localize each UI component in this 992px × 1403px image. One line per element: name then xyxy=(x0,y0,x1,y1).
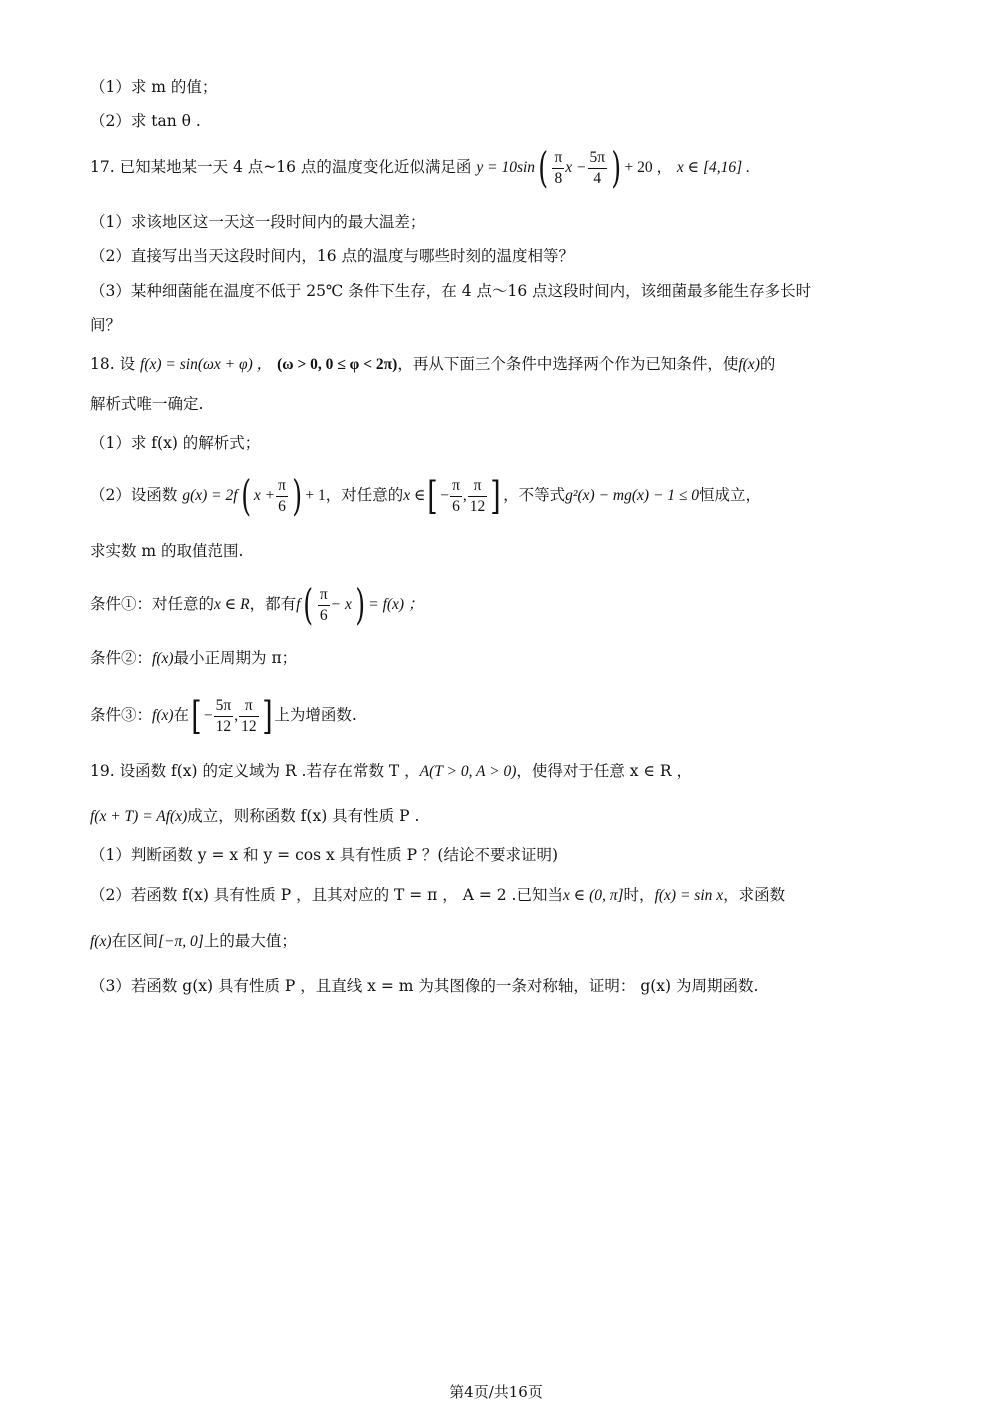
cond1-text-a: 条件①：对任意的 xyxy=(90,595,215,613)
page-footer: 第4页/共16页 xyxy=(449,1383,543,1401)
q19-part2-text-c: ，求函数 xyxy=(723,886,786,904)
q18-part2-text-b: ，对任意的 xyxy=(325,486,404,504)
cond1-text-b: ，都有 xyxy=(249,595,297,613)
q17-formula-y: y = 10sin xyxy=(476,159,536,176)
frac-den: 6 xyxy=(319,606,328,624)
frac-num: π xyxy=(552,149,564,168)
frac-num: π xyxy=(468,477,488,496)
q19-part2-text-a: （2）若函数 f(x) 具有性质 P ，且其对应的 T = π ， A = 2 .已知当 xyxy=(90,886,563,904)
q18-xin: x ∈ xyxy=(403,487,426,504)
cond3-text-c: 上为增函数. xyxy=(274,706,357,724)
q18-condition-1: 条件①：对任意的x ∈ R，都有f( $\frac{\pi}{6}$ − x) = f(x) ； xyxy=(90,580,424,629)
q18-fx2: f(x) xyxy=(738,356,760,373)
q18-text-a: 18. 设 xyxy=(90,355,136,373)
q17-part2: （2）直接写出当天这段时间内，16 点的温度与哪些时刻的温度相等？ xyxy=(90,247,575,265)
q19-part3: （3）若函数 g(x) 具有性质 P ，且直线 x = m 为其图像的一条对称轴，证明： g(x) 为周期函数. xyxy=(90,977,759,995)
frac-den: 6 xyxy=(278,497,286,515)
q18-ineq: g²(x) − mg(x) − 1 ≤ 0 xyxy=(565,487,700,504)
q19-part2-text-b: 时， xyxy=(623,886,655,904)
cond3-fx: f(x) xyxy=(152,707,174,724)
q17-stem: 17. 已知某地某一天 4 点~16 点的温度变化近似满足函 y = 10sin( $\frac{\pi}{8}$ x − $\frac{5\pi}{4}$ ) + 20 ， x ∈ [4,16] . xyxy=(90,143,750,192)
frac-den: 12 xyxy=(241,717,257,735)
cond1-mx: − x xyxy=(330,596,352,613)
q18-condition-2 xyxy=(90,651,902,667)
frac-num: π xyxy=(239,697,259,716)
frac-num: π xyxy=(276,477,288,496)
cond3-minus: − xyxy=(203,707,213,724)
q19-part2-text-d: 在区间 xyxy=(111,932,159,950)
q19-stem-cont xyxy=(90,809,902,825)
frac-den: 12 xyxy=(215,717,232,735)
cond1-f: f xyxy=(296,596,301,613)
q18-stem-cont: 解析式唯一确定. xyxy=(90,395,204,413)
q17-formula-plus: + 20 ， xyxy=(624,159,672,176)
cond2-fx: f(x) xyxy=(152,650,174,667)
q16-part2: （2）求 tan θ . xyxy=(90,112,201,130)
q18-part1: （1）求 f(x) 的解析式； xyxy=(90,434,261,452)
q19-part2-text-e: 上的最大值； xyxy=(203,932,297,950)
q17-part3: （3）某种细菌能在温度不低于 25℃ 条件下生存，在 4 点～16 点这段时间内，该细菌最多能生存多长时 xyxy=(90,282,812,300)
q19-part2 xyxy=(90,888,902,904)
q19-part2-cont xyxy=(90,934,902,950)
q18-comma: , xyxy=(462,487,467,504)
frac-den: 8 xyxy=(554,169,563,187)
q18-fx: f(x) = sin(ωx + φ) ， xyxy=(140,356,273,373)
q17-text: 17. 已知某地某一天 4 点~16 点的温度变化近似满足函 xyxy=(90,158,472,176)
cond2-text: 条件②： xyxy=(90,649,153,667)
q19-text-c: 成立，则称函数 f(x) 具有性质 P . xyxy=(187,807,420,825)
q17-part3-cont: 间？ xyxy=(90,316,122,334)
q17-formula-x: x − xyxy=(565,159,587,176)
q18-part2-text-a: （2）设函数 xyxy=(90,486,178,504)
frac-num: 5π xyxy=(214,697,234,716)
cond3-text-b: 在 xyxy=(173,706,190,724)
cond1-eq: = f(x) ； xyxy=(368,596,424,613)
q19-int: x ∈ (0, π] xyxy=(562,887,624,904)
q18-cond: (ω > 0, 0 ≤ φ < 2π) xyxy=(277,356,398,373)
frac-den: 4 xyxy=(593,169,602,187)
q16-part1: （1）求 m 的值； xyxy=(90,78,218,96)
q19-text-a: 19. 设函数 f(x) 的定义域为 R .若存在常数 T ， xyxy=(90,762,420,780)
q17-domain: x ∈ [4,16] . xyxy=(676,159,750,176)
q18-text-b: ，再从下面三个条件中选择两个作为已知条件，使 xyxy=(397,355,739,373)
q18-part2-cont: 求实数 m 的取值范围. xyxy=(90,542,244,560)
q18-stem xyxy=(90,357,902,373)
q19-int2: [−π, 0] xyxy=(158,933,204,950)
q18-part2-text-d: 恒成立， xyxy=(699,486,762,504)
q19-part1: （1）判断函数 y = x 和 y = cos x 具有性质 P ？(结论不要求证明) xyxy=(90,846,559,864)
q18-part2: （2）设函数 g(x) = 2f( x + $\frac{\pi}{6}$ ) + 1，对任意的x ∈[ − $\frac{\pi}{6}$ , $\frac{\pi}{12}$ ] ，不等式g²(x) − mg(x) − 1 ≤ 0恒成立， xyxy=(90,471,762,520)
q18-xp: x + xyxy=(253,487,276,504)
q19-fx: f(x) xyxy=(90,933,112,950)
frac-num: π xyxy=(450,477,462,496)
q19-ta: A(T > 0, A > 0) xyxy=(419,763,517,780)
q19-stem xyxy=(90,764,902,780)
frac-num: 5π xyxy=(588,149,608,168)
cond3-text: 条件③： xyxy=(90,706,153,724)
q18-p1: + 1 xyxy=(305,487,326,504)
q19-text-b: ，使得对于任意 x ∈ R ， xyxy=(516,762,692,780)
q17-part1: （1）求该地区这一天这一段时间内的最大温差； xyxy=(90,213,426,231)
q19-ftx: f(x + T) = Af(x) xyxy=(90,808,188,825)
q18-condition-3: 条件③：f(x)在[ − $\frac{5\pi}{12}$ , $\frac{\pi}{12}$ ] 上为增函数. xyxy=(90,694,357,738)
q18-minus: − xyxy=(440,487,450,504)
cond1-xr: x ∈ R xyxy=(214,596,250,613)
frac-num: π xyxy=(318,586,330,605)
q18-text-c: 的 xyxy=(759,355,776,373)
q18-g-def: g(x) = 2f xyxy=(182,487,238,504)
frac-den: 12 xyxy=(469,497,486,515)
q18-part2-text-c: ，不等式 xyxy=(503,486,566,504)
q19-sin: f(x) = sin x xyxy=(654,887,724,904)
frac-den: 6 xyxy=(452,497,460,515)
cond2-text-b: 最小正周期为 π； xyxy=(173,649,298,667)
cond3-comma: , xyxy=(234,707,239,724)
